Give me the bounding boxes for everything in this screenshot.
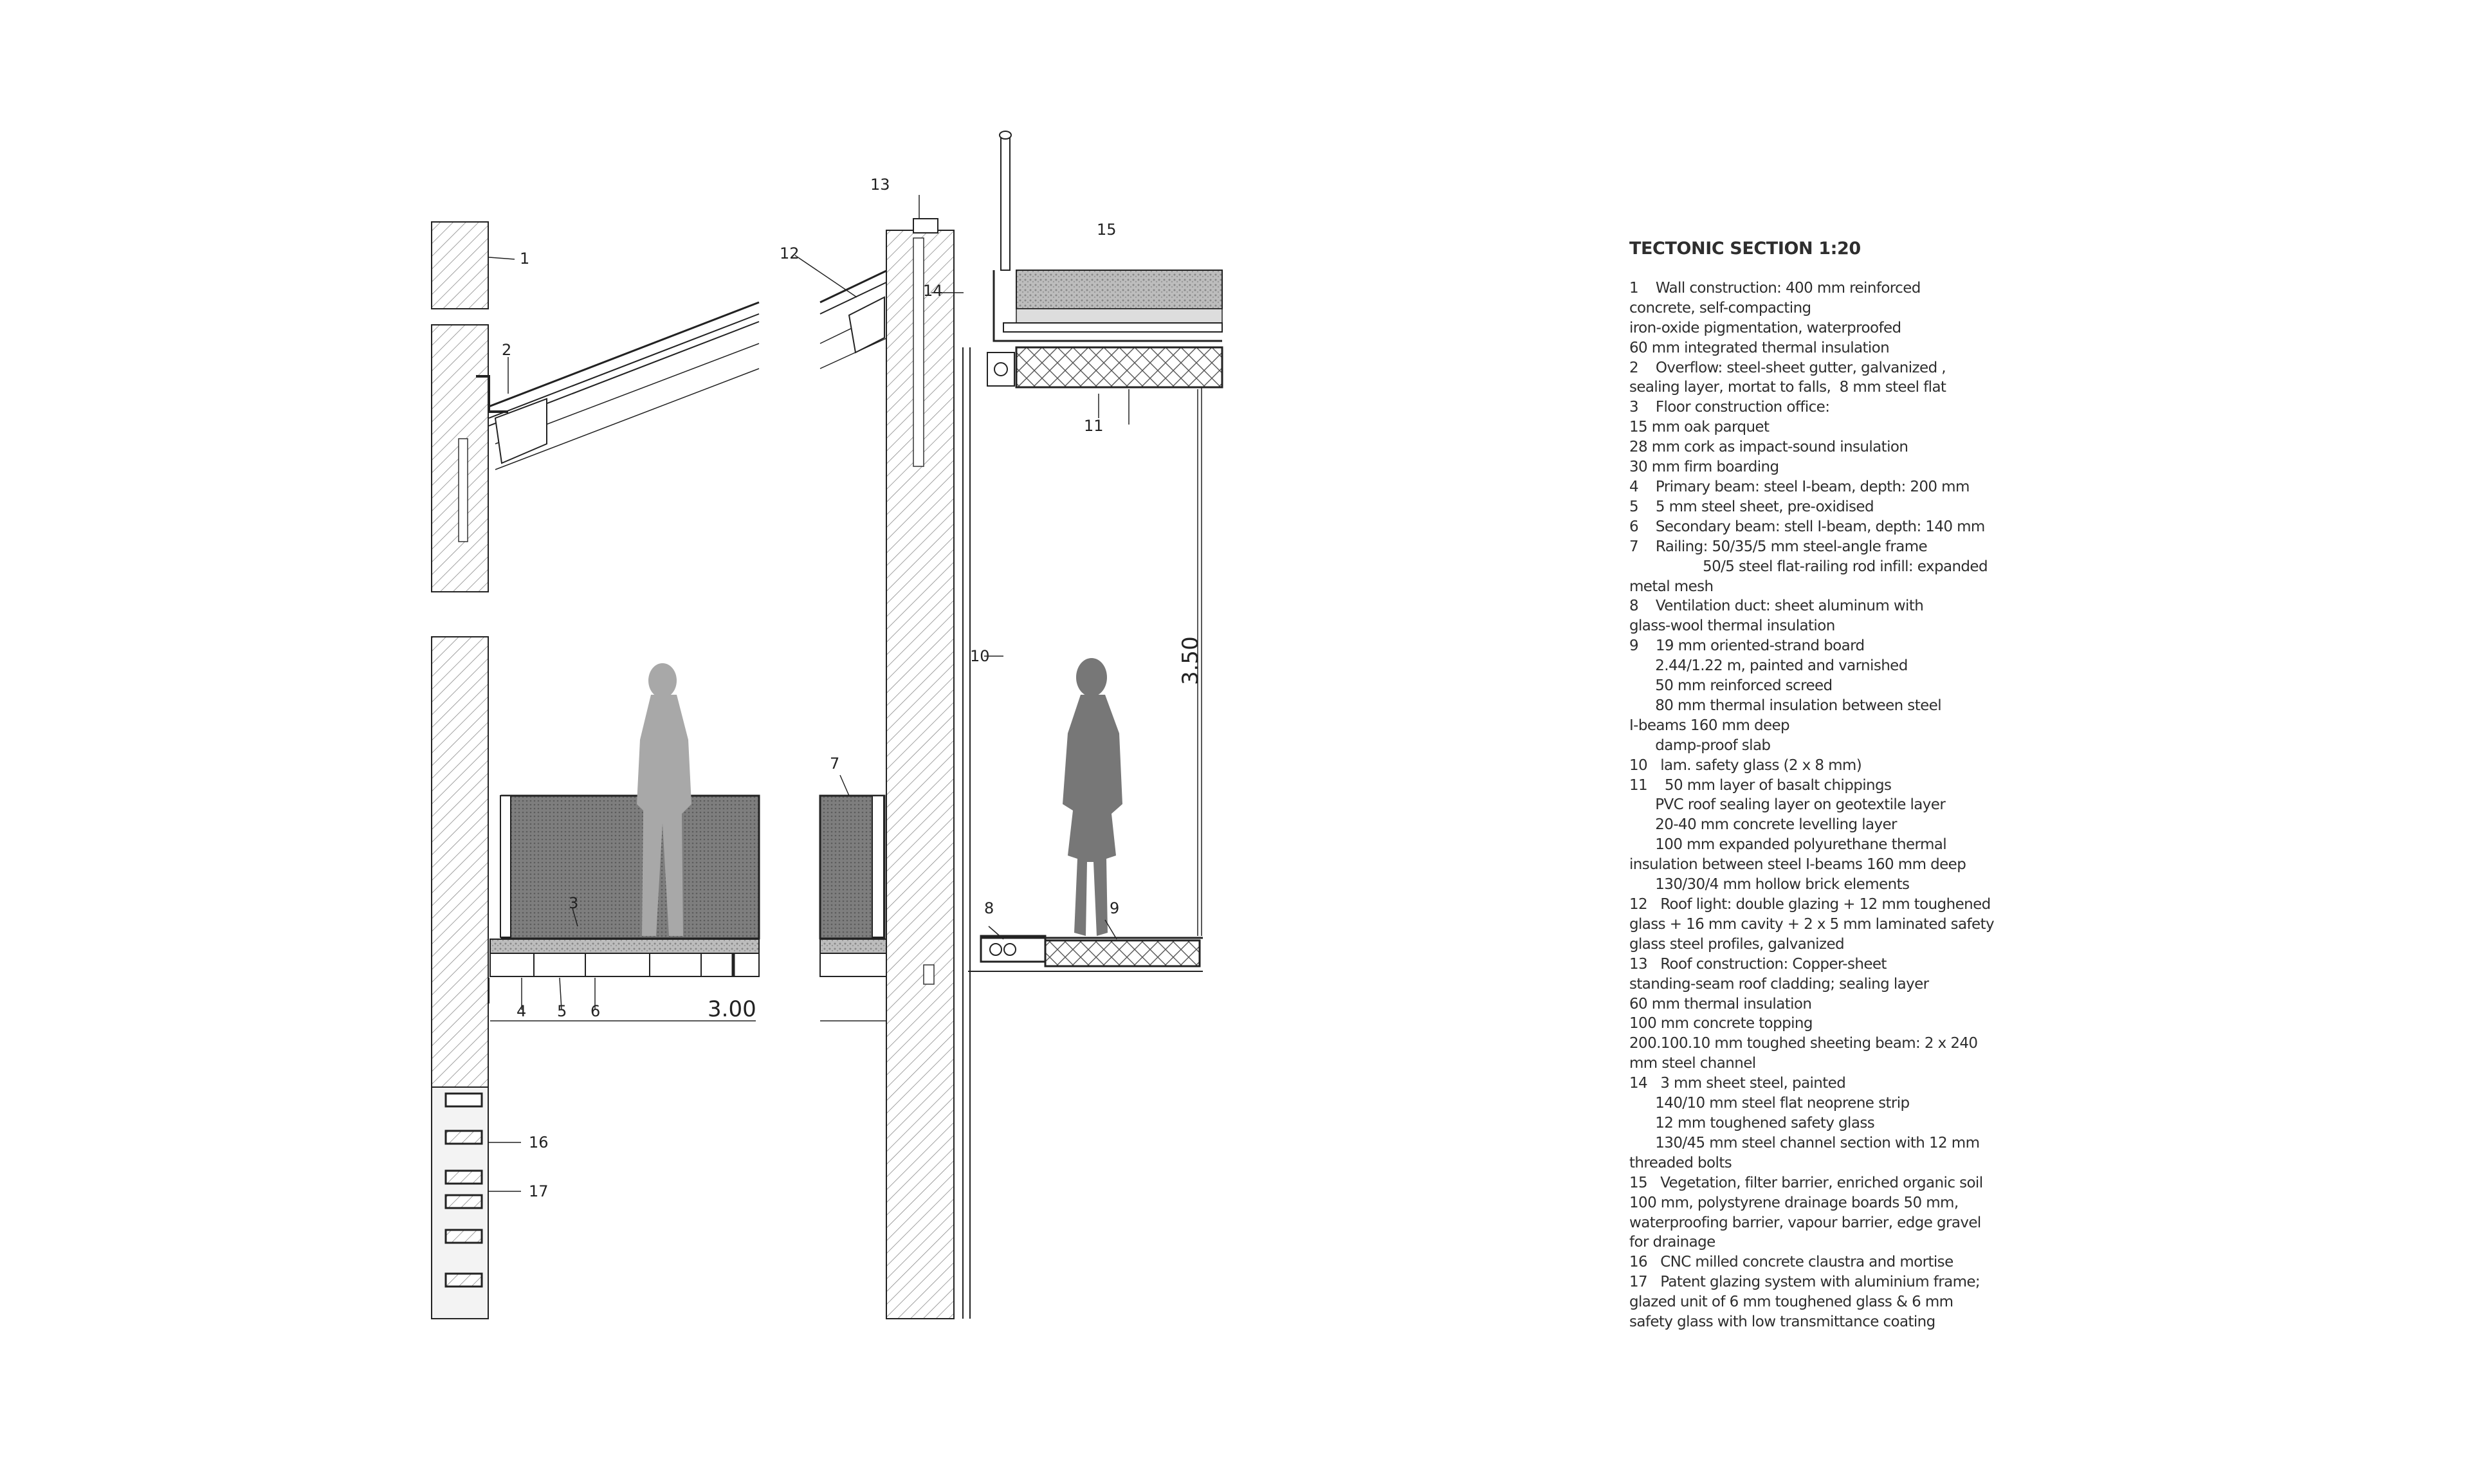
floor-insulation: [1045, 940, 1200, 966]
claustra-block: [446, 1094, 482, 1106]
legend-panel: [1629, 239, 1995, 1332]
legend-line: insulation between steel I-beams 160 mm deep: [1629, 856, 1966, 874]
legend-line: 2 Overflow: steel-sheet gutter, galvanized ,: [1629, 359, 1946, 376]
legend-line: metal mesh: [1629, 578, 1714, 595]
legend-line: 13 Roof construction: Copper-sheet: [1629, 955, 1887, 973]
legend-line: damp-proof slab: [1629, 737, 1771, 754]
callout-9: 9: [1110, 899, 1120, 917]
dimension-label-depth: 3.00: [708, 996, 756, 1022]
wall-insulation-strip: [459, 439, 468, 542]
wall-insulation-strip: [913, 238, 924, 466]
legend-line: glass-wool thermal insulation: [1629, 618, 1835, 635]
legend-list: [1629, 279, 1995, 1332]
legend-line: 50/5 steel flat-railing rod infill: expanded: [1629, 558, 1988, 575]
legend-line: threaded bolts: [1629, 1154, 1732, 1171]
callout-8: 8: [984, 899, 994, 917]
claustra-block: [446, 1171, 482, 1184]
legend-line: waterproofing barrier, vapour barrier, edge gravel: [1629, 1214, 1981, 1231]
legend-line: standing-seam roof cladding; sealing layer: [1629, 975, 1929, 993]
dimension-3-50: [1178, 389, 1203, 936]
legend-line: 16 CNC milled concrete claustra and mortise: [1629, 1254, 1953, 1271]
legend-line: concrete, self-compacting: [1629, 299, 1811, 316]
legend-line: 8 Ventilation duct: sheet aluminum with: [1629, 598, 1924, 615]
legend-line: 15 Vegetation, filter barrier, enriched organic soil: [1629, 1174, 1983, 1191]
legend-line: 11 50 mm layer of basalt chippings: [1629, 776, 1892, 794]
legend-line: 60 mm integrated thermal insulation: [1629, 339, 1890, 356]
left-wall-lower-segment: [432, 637, 488, 1087]
floor-beam: [820, 953, 888, 976]
legend-line: safety glass with low transmittance coating: [1629, 1314, 1935, 1331]
railing-post: [872, 796, 884, 937]
callout-17: 17: [529, 1182, 549, 1200]
legend-line: glazed unit of 6 mm toughened glass & 6 mm: [1629, 1294, 1953, 1311]
legend-line: 100 mm expanded polyurethane thermal: [1629, 836, 1947, 854]
floor-build-up: [490, 939, 759, 953]
legend-line: I-beams 160 mm deep: [1629, 717, 1790, 734]
legend-line: sealing layer, mortat to falls, 8 mm steel flat: [1629, 379, 1946, 396]
person-right: [1063, 658, 1122, 936]
legend-line: 6 Secondary beam: stell I-beam, depth: 140 mm: [1629, 518, 1985, 535]
legend-title: TECTONIC SECTION 1:20: [1629, 239, 1861, 259]
callout-13: 13: [870, 176, 890, 194]
roof-light-right: [820, 270, 888, 369]
legend-line: 7 Railing: 50/35/5 mm steel-angle frame: [1629, 538, 1928, 555]
legend-line: 5 5 mm steel sheet, pre-oxidised: [1629, 498, 1874, 515]
legend-line: 9 19 mm oriented-strand board: [1629, 637, 1865, 655]
callout-12: 12: [780, 244, 800, 262]
claustra-block: [446, 1274, 482, 1287]
left-wall: [432, 222, 508, 1319]
legend-line: 12 Roof light: double glazing + 12 mm toughened: [1629, 896, 1991, 913]
callout-14: 14: [923, 282, 943, 300]
legend-line: 100 mm, polystyrene drainage boards 50 mm,: [1629, 1194, 1959, 1211]
legend-line: 4 Primary beam: steel I-beam, depth: 200 mm: [1629, 478, 1970, 495]
roof-edge-cap: [913, 219, 938, 233]
legend-line: glass + 16 mm cavity + 2 x 5 mm laminated safety: [1629, 915, 1995, 933]
roof-vent-pipe: [1001, 135, 1010, 270]
legend-line: mm steel channel: [1629, 1055, 1756, 1072]
callout-11: 11: [1084, 417, 1104, 435]
legend-line: for drainage: [1629, 1234, 1715, 1251]
callout-2: 2: [502, 341, 512, 359]
central-wall: [886, 219, 954, 1319]
legend-line: 20-40 mm concrete levelling layer: [1629, 816, 1897, 834]
office-floor-left: [489, 796, 759, 1003]
callouts: [489, 195, 1120, 1191]
callout-10: 10: [970, 647, 990, 665]
legend-line: 100 mm concrete topping: [1629, 1015, 1813, 1032]
legend-line: 60 mm thermal insulation: [1629, 995, 1812, 1012]
legend-line: 50 mm reinforced screed: [1629, 677, 1833, 695]
legend-line: 200.100.10 mm toughed sheeting beam: 2 x 240: [1629, 1035, 1978, 1052]
drainage-layer: [1016, 309, 1222, 323]
railing-post: [500, 796, 511, 937]
floor-build-up: [820, 939, 888, 953]
legend-line: 130/30/4 mm hollow brick elements: [1629, 876, 1910, 893]
callout-5: 5: [557, 1002, 567, 1020]
legend-line: iron-oxide pigmentation, waterproofed: [1629, 319, 1901, 336]
railing-left: [502, 796, 759, 939]
claustra-block: [446, 1131, 482, 1144]
callout-3: 3: [569, 894, 579, 912]
legend-line: glass steel profiles, galvanized: [1629, 935, 1844, 953]
legend-line: 2.44/1.22 m, painted and varnished: [1629, 657, 1908, 675]
legend-line: 12 mm toughened safety glass: [1629, 1114, 1875, 1131]
legend-line: 15 mm oak parquet: [1629, 419, 1770, 436]
legend-line: 17 Patent glazing system with aluminium frame;: [1629, 1274, 1981, 1291]
callout-6: 6: [590, 1002, 601, 1020]
legend-line: PVC roof sealing layer on geotextile layer: [1629, 796, 1946, 814]
claustra-block: [446, 1195, 482, 1208]
legend-line: 140/10 mm steel flat neoprene strip: [1629, 1095, 1910, 1112]
vegetation-layer: [1016, 270, 1222, 309]
callout-15: 15: [1097, 221, 1117, 239]
dimension-3-00: [490, 996, 891, 1022]
legend-line: 28 mm cork as impact-sound insulation: [1629, 439, 1908, 456]
legend-line: 130/45 mm steel channel section with 12 mm: [1629, 1134, 1980, 1151]
callout-7: 7: [830, 755, 840, 773]
green-roof: [987, 131, 1222, 387]
callout-16: 16: [529, 1133, 549, 1151]
legend-line: 80 mm thermal insulation between steel: [1629, 697, 1942, 714]
legend-line: 10 lam. safety glass (2 x 8 mm): [1629, 756, 1862, 774]
left-wall-top-segment: [432, 222, 488, 309]
callout-4: 4: [517, 1002, 527, 1020]
floor-beam: [490, 953, 759, 976]
legend-line: 1 Wall construction: 400 mm reinforced: [1629, 279, 1921, 297]
callout-1: 1: [520, 250, 530, 268]
legend-line: 30 mm firm boarding: [1629, 459, 1779, 476]
wall-insulation-strip: [924, 965, 934, 984]
office-floor-right: [820, 796, 888, 976]
safety-glass-facade: [963, 347, 970, 1319]
roof-beam-box: [987, 353, 1014, 386]
dimension-label-height: 3.50: [1178, 636, 1203, 685]
claustra-block: [446, 1230, 482, 1243]
floor-slab-right: [968, 936, 1203, 971]
legend-line: 3 Floor construction office:: [1629, 399, 1830, 416]
legend-line: 14 3 mm sheet steel, painted: [1629, 1075, 1846, 1092]
roof-insulation: [1016, 347, 1222, 387]
roof-light-left: [489, 302, 759, 470]
roof-topping: [1003, 323, 1222, 332]
